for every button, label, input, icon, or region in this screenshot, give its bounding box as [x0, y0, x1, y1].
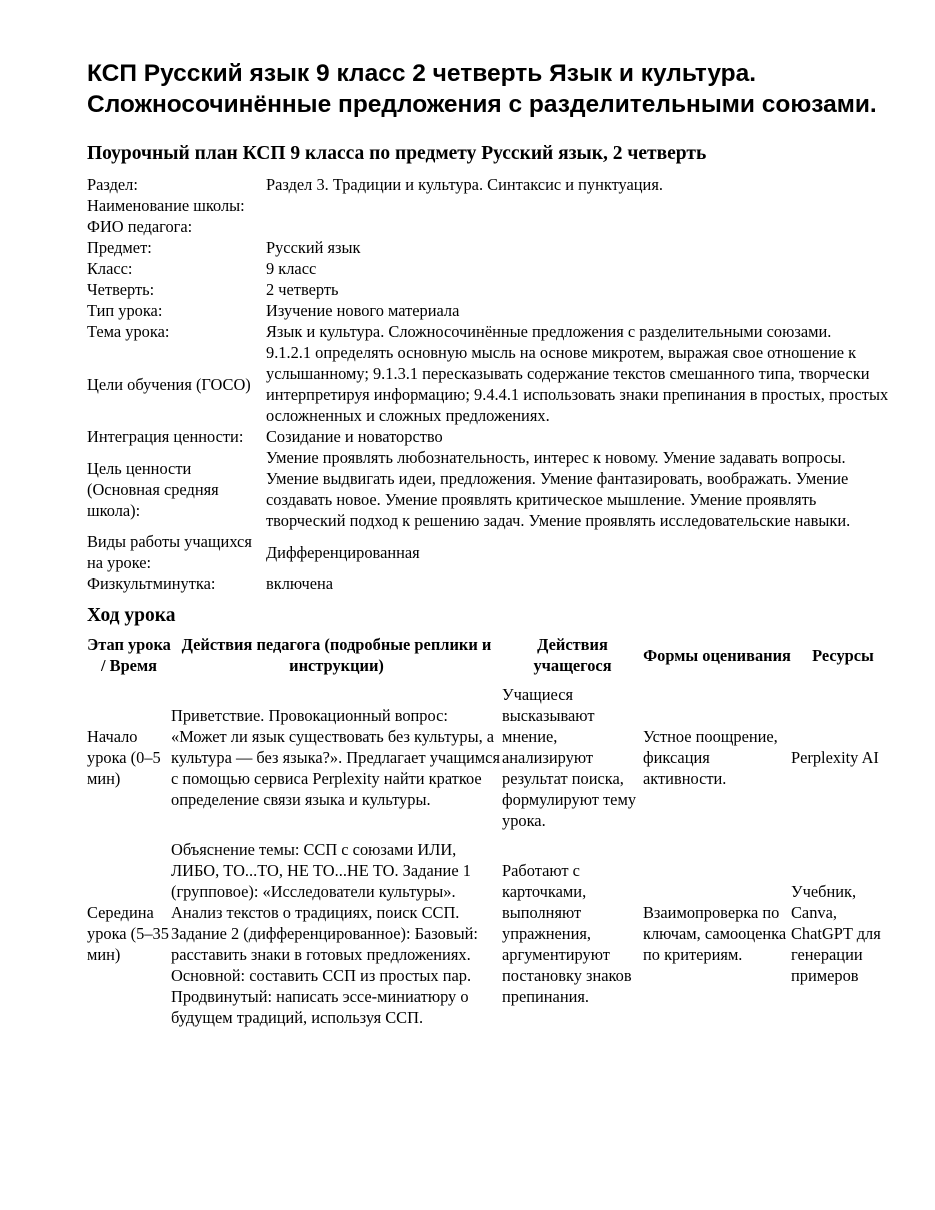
document-subtitle: Поурочный план КСП 9 класса по предмету Русский язык, 2 четверть — [87, 143, 707, 164]
info-row — [87, 237, 895, 258]
cell-stage: Начало урока (0–5 мин) — [87, 727, 161, 788]
info-key: Цели обучения (ГОСО) — [87, 374, 251, 394]
cell-teacher-actions: Приветствие. Провокационный вопрос: «Может ли язык существовать без культуры, а культура — без языка?». Предлагает учащимся с помощью сервиса Perplexity найти краткое определение связи языка и культуры. — [171, 706, 500, 809]
info-value: Русский язык — [266, 238, 361, 257]
info-value: Дифференцированная — [266, 542, 420, 562]
info-key: Интеграция ценности: — [87, 427, 244, 446]
info-row — [87, 195, 895, 216]
info-row — [87, 447, 895, 531]
cell-resources: Perplexity AI — [791, 748, 879, 767]
info-row — [87, 216, 895, 237]
lesson-header-row — [87, 634, 895, 680]
info-key: Наименование школы: — [87, 196, 245, 215]
info-value: 9.1.2.1 определять основную мысль на основе микротем, выражая свое отношение к услышанному; 9.1.3.1 пересказывать содержание текстов смешанного типа, творчески интерпретируя информацию; 9.4.4.1 использовать знаки препинания в простых, простых осложненных и сложных предложениях. — [266, 343, 889, 425]
cell-resources: Учебник, Canva, ChatGPT для генерации примеров — [791, 882, 881, 985]
cell-student-actions: Работают с карточками, выполняют упражнения, аргументируют постановку знаков препинания. — [502, 861, 632, 1006]
header-student-actions: Действия учащегося — [533, 635, 612, 675]
info-value — [266, 195, 895, 216]
info-row — [87, 342, 895, 426]
table-row — [87, 835, 895, 1032]
info-value: включена — [266, 574, 334, 593]
header-stage: Этап урока / Время — [87, 635, 171, 675]
lesson-heading: Ход урока — [87, 605, 176, 626]
info-row — [87, 258, 895, 279]
document-page — [87, 58, 895, 1032]
info-row — [87, 321, 895, 342]
table-row — [87, 680, 895, 835]
info-key: Виды работы учащихся на уроке: — [87, 532, 252, 572]
header-assessment: Формы оценивания — [643, 645, 791, 665]
info-key: Цель ценности (Основная средняя школа): — [87, 458, 219, 520]
info-key: Класс: — [87, 259, 133, 278]
info-row — [87, 300, 895, 321]
info-row — [87, 573, 895, 594]
info-key: Предмет: — [87, 238, 152, 257]
info-key: Раздел: — [87, 175, 138, 194]
lesson-table — [87, 634, 895, 1032]
info-row — [87, 174, 895, 195]
info-key: Тема урока: — [87, 322, 170, 341]
info-row — [87, 531, 895, 573]
header-resources: Ресурсы — [812, 645, 874, 665]
info-key: Четверть: — [87, 280, 155, 299]
info-value: Раздел 3. Традиции и культура. Синтаксис и пунктуация. — [266, 175, 663, 194]
header-teacher-actions: Действия педагога (подробные реплики и инструкции) — [181, 635, 492, 675]
info-key: Тип урока: — [87, 301, 163, 320]
cell-assessment: Взаимопроверка по ключам, самооценка по критериям. — [643, 903, 787, 964]
info-value: 2 четверть — [266, 280, 339, 299]
cell-stage: Середина урока (5–35 мин) — [87, 903, 169, 964]
info-value — [266, 216, 895, 237]
info-value: Умение проявлять любознательность, интерес к новому. Умение задавать вопросы. Умение выдвигать идеи, предложения. Умение фантазировать, воображать. Умение создавать новое. Умение проявлять критическое мышление. Умение проявлять творческий подход к решению задач. Умение проявлять исследовательские навыки. — [266, 448, 851, 530]
info-value: 9 класс — [266, 259, 317, 278]
info-key: ФИО педагога: — [87, 217, 193, 236]
info-value: Изучение нового материала — [266, 301, 460, 320]
info-table — [87, 174, 895, 594]
info-row — [87, 279, 895, 300]
cell-assessment: Устное поощрение, фиксация активности. — [643, 727, 778, 788]
document-title: КСП Русский язык 9 класс 2 четверть Язык и культура. Сложносочинённые предложения с разделительными союзами. — [87, 60, 877, 118]
cell-teacher-actions: Объяснение темы: ССП с союзами ИЛИ, ЛИБО, ТО...ТО, НЕ ТО...НЕ ТО. Задание 1 (групповое): «Исследователи культуры». Анализ текстов о традициях, поиск ССП. Задание 2 (дифференцированное): Базовый: расставить знаки в готовых предложениях. Основной: составить ССП из простых пар. Продвинутый: написать эссе-миниатюру о будущем традиций, используя ССП. — [171, 840, 478, 1027]
info-row — [87, 426, 895, 447]
info-value: Язык и культура. Сложносочинённые предложения с разделительными союзами. — [266, 322, 832, 341]
cell-student-actions: Учащиеся высказывают мнение, анализируют результат поиска, формулируют тему урока. — [502, 685, 637, 830]
info-key: Физкультминутка: — [87, 574, 216, 593]
info-value: Созидание и новаторство — [266, 427, 443, 446]
